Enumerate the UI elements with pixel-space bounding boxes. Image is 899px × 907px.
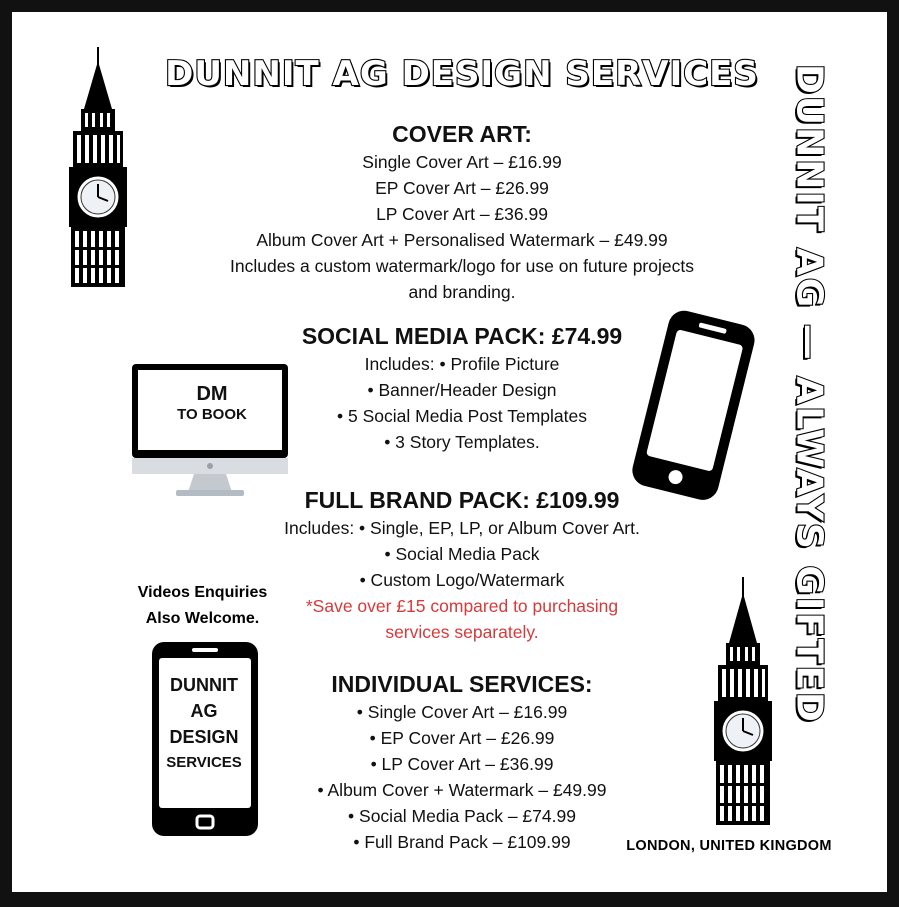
social-pack-line: • Banner/Header Design [367,380,557,400]
location-footer: LONDON, UNITED KINGDOM [626,838,832,854]
video-enquiries-line: Also Welcome. [145,610,260,627]
video-enquiries-note [115,580,290,632]
individual-service-line: • EP Cover Art – £26.99 [369,728,555,748]
phone-brand-line: DUNNIT [170,675,238,695]
cover-art-line: EP Cover Art – £26.99 [375,178,549,198]
cover-art-line: Album Cover Art + Personalised Watermark – £49.99 [256,230,668,250]
cover-art-line: LP Cover Art – £36.99 [376,204,548,224]
individual-service-line: • Social Media Pack – £74.99 [348,806,576,826]
phone-brand-line: DESIGN [169,727,239,747]
vertical-tagline: DUNNIT AG — ALWAYS GIFTED [788,64,830,724]
poster-card [12,12,887,892]
individual-services-section [152,670,772,855]
dm-label: DM [196,383,228,405]
brand-pack-note: services separately. [385,622,539,642]
individual-service-line: • LP Cover Art – £36.99 [370,754,554,774]
individual-service-line: • Album Cover + Watermark – £49.99 [317,780,607,800]
individual-service-line: • Full Brand Pack – £109.99 [353,832,571,852]
social-pack-line: Includes: • Profile Picture [364,354,560,374]
dm-to-book-callout [142,382,282,424]
individual-service-line: • Single Cover Art – £16.99 [356,702,568,722]
brand-pack-line: Includes: • Single, EP, LP, or Album Cover Art. [284,518,640,538]
big-ben-icon [67,47,129,287]
cover-art-line: and branding. [408,282,516,302]
individual-services-heading: INDIVIDUAL SERVICES: [331,671,593,697]
cover-art-heading: COVER ART: [392,121,532,147]
social-pack-line: • 3 Story Templates. [384,432,540,452]
brand-pack-line: • Custom Logo/Watermark [359,570,565,590]
brand-pack-note: *Save over £15 compared to purchasing [305,596,619,616]
big-ben-icon [712,577,774,827]
smartphone-icon [617,307,767,507]
phone-brand-line: AG [190,701,218,721]
brand-pack-line: • Social Media Pack [384,544,540,564]
brand-pack-heading: FULL BRAND PACK: £109.99 [304,487,620,513]
social-pack-heading: SOCIAL MEDIA PACK: £74.99 [301,323,623,349]
cover-art-section [152,120,772,305]
video-enquiries-line: Videos Enquiries [137,584,268,601]
to-book-label: TO BOOK [177,406,247,423]
social-pack-line: • 5 Social Media Post Templates [337,406,587,426]
cover-art-line: Includes a custom watermark/logo for use on future projects [230,256,694,276]
cover-art-line: Single Cover Art – £16.99 [362,152,562,172]
page-title: DUNNIT AG DESIGN SERVICES [165,54,759,94]
phone-brand-line: SERVICES [166,754,242,771]
